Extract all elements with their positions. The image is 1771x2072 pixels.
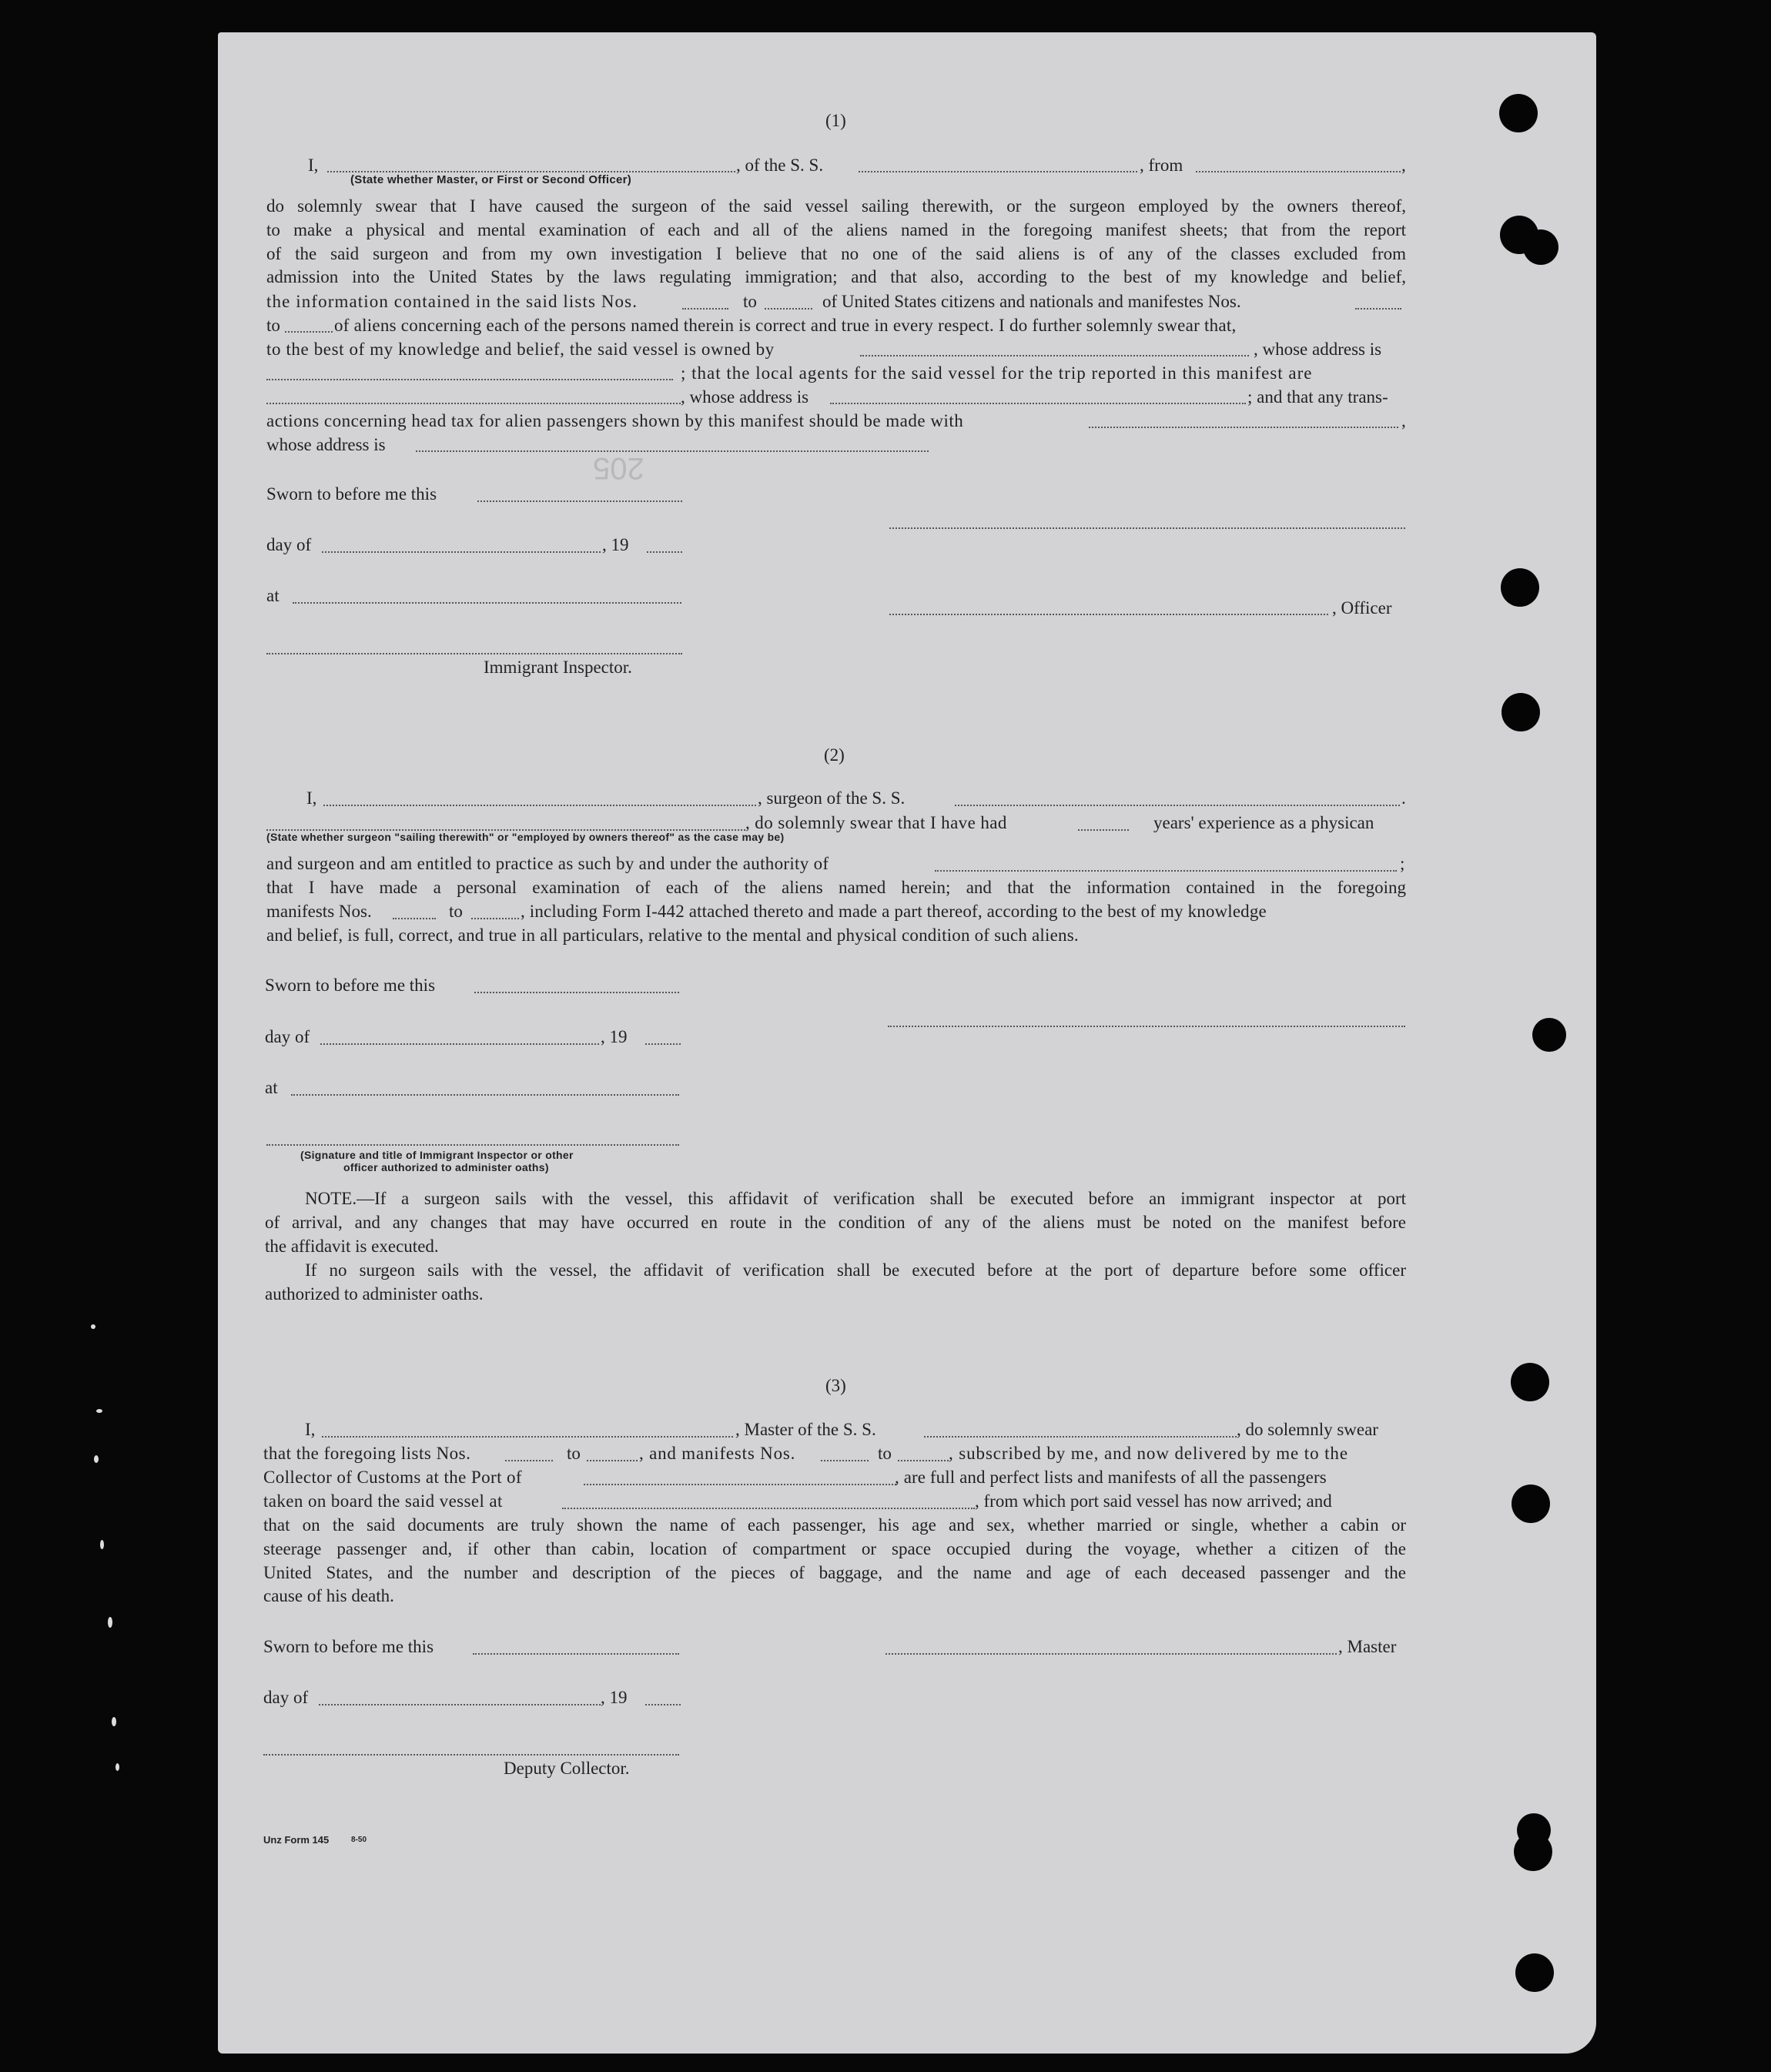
label: I, xyxy=(306,788,317,808)
label: , are full and perfect lists and manifests of all the passengers xyxy=(895,1468,1327,1487)
label: to xyxy=(449,902,463,921)
year-field[interactable] xyxy=(645,1704,681,1705)
form-code: 8-50 xyxy=(351,1836,367,1844)
sworn-day-field[interactable] xyxy=(477,500,682,502)
label: Sworn to before me this xyxy=(265,976,436,995)
label: to the best of my knowledge and belief, the said vessel is owned by xyxy=(266,340,775,359)
binder-hole xyxy=(1512,1485,1550,1523)
inspector-signature-field[interactable] xyxy=(266,1144,679,1146)
label: ; that the local agents for the said vessel for the trip reported in this manifest are xyxy=(681,363,1313,383)
note-paragraph: If no surgeon sails with the vessel, the affidavit of verification shall be executed before at the port of departure before some officer xyxy=(305,1260,1406,1280)
label: day of xyxy=(266,535,312,554)
label: Sworn to before me this xyxy=(263,1637,434,1656)
inspector-signature-field[interactable] xyxy=(266,653,682,654)
label: Collector of Customs at the Port of xyxy=(263,1468,522,1487)
lists-from-field[interactable] xyxy=(682,308,728,310)
label: day of xyxy=(263,1688,309,1707)
officer-name-field[interactable] xyxy=(889,614,1328,615)
lists-to-field[interactable] xyxy=(765,308,812,310)
surgeon-note: (State whether surgeon "sailing therewith" or "employed by owners thereof" as the case may be) xyxy=(266,831,785,843)
note-paragraph: NOTE.—If a surgeon sails with the vessel, this affidavit of verification shall be executed before an immigrant inspector at port xyxy=(305,1189,1406,1208)
label: , 19 xyxy=(602,535,629,554)
surgeon-ship-field[interactable] xyxy=(955,805,1400,806)
master-name-field[interactable] xyxy=(322,1436,733,1438)
surgeon-name-field[interactable] xyxy=(323,805,756,806)
label: to xyxy=(878,1444,892,1463)
officer-signature-field[interactable] xyxy=(889,527,1405,529)
binder-hole xyxy=(1499,94,1538,132)
head-tax-contact-field[interactable] xyxy=(1089,427,1398,428)
label: manifests Nos. xyxy=(266,902,372,921)
label: , from xyxy=(1140,156,1183,175)
label: , whose address is xyxy=(1254,340,1382,359)
sworn-day-field[interactable] xyxy=(473,1653,679,1655)
label: to xyxy=(567,1444,581,1463)
section-3-paragraph: that on the said documents are truly shown the name of each passenger, his age and sex, whether married or single, whether a cabin or steerage passenger and, if other than cabin, location of compartment or space occupied during the voyage, whether a citizen of the United States, and the number and description of the pieces of baggage, and the name and age of each deceased passenger and the cause of his death. xyxy=(263,1515,1406,1606)
label: , subscribed by me, and now delivered by me to the xyxy=(949,1444,1348,1463)
label: the information contained in the said lists Nos. xyxy=(266,292,638,311)
label: to xyxy=(743,292,757,311)
label: at xyxy=(265,1078,278,1097)
label: , and manifests Nos. xyxy=(639,1444,796,1463)
stamp-number: 205 xyxy=(593,451,644,485)
manifests-to-field[interactable] xyxy=(285,331,333,333)
label: and belief, is full, correct, and true in all particulars, relative to the mental and physical condition of such aliens. xyxy=(266,926,1079,945)
manifests-from-field[interactable] xyxy=(1355,308,1401,310)
form-id: Unz Form 145 xyxy=(263,1834,330,1846)
label: ; and that any trans- xyxy=(1247,387,1388,407)
label: and surgeon and am entitled to practice as such by and under the authority of xyxy=(266,854,829,873)
binder-hole xyxy=(1515,1953,1554,1992)
label: , Master of the S. S. xyxy=(735,1420,876,1439)
years-experience-field[interactable] xyxy=(1078,829,1129,831)
surgeon-signature-field[interactable] xyxy=(888,1026,1405,1027)
section-1-number: (1) xyxy=(825,111,846,130)
binder-hole xyxy=(1502,693,1540,731)
label: Immigrant Inspector. xyxy=(484,658,632,677)
label: , surgeon of the S. S. xyxy=(758,788,906,808)
label: to xyxy=(266,316,280,335)
master-signature-field[interactable] xyxy=(886,1653,1337,1655)
signature-note: officer authorized to administer oaths) xyxy=(343,1161,549,1173)
port-field[interactable] xyxy=(584,1484,896,1485)
at-field[interactable] xyxy=(293,602,681,604)
label: day of xyxy=(265,1027,310,1046)
section-3-number: (3) xyxy=(825,1376,846,1395)
boarding-port-field[interactable] xyxy=(562,1508,975,1509)
label: taken on board the said vessel at xyxy=(263,1491,503,1511)
head-tax-address-field[interactable] xyxy=(416,450,929,452)
label: . xyxy=(1401,788,1406,808)
year-field[interactable] xyxy=(645,1043,681,1045)
label: , Master xyxy=(1338,1637,1397,1656)
signature-note: (Signature and title of Immigrant Inspector or other xyxy=(300,1149,574,1161)
label: at xyxy=(266,586,280,605)
manifests-from-field[interactable] xyxy=(821,1460,869,1461)
lists-to-field[interactable] xyxy=(587,1460,638,1461)
authority-field[interactable] xyxy=(935,870,1397,872)
label: of United States citizens and nationals and manifestes Nos. xyxy=(822,292,1241,311)
label: , Officer xyxy=(1332,598,1392,618)
label: Deputy Collector. xyxy=(504,1759,630,1778)
label: I, xyxy=(305,1420,316,1439)
label: I, xyxy=(308,156,319,175)
label: , do solemnly swear that I have had xyxy=(745,813,1007,832)
label: , do solemnly swear xyxy=(1237,1420,1378,1439)
label: , xyxy=(1401,411,1406,430)
label: , whose address is xyxy=(681,387,809,407)
label: years' experience as a physican xyxy=(1153,813,1374,832)
master-ship-field[interactable] xyxy=(924,1436,1237,1438)
section-1-paragraph: do solemnly swear that I have caused the surgeon of the said vessel sailing therewith, or the surgeon employed by the owners thereof, to make a physical and mental examination of each and all of the aliens named in the foregoing manifest sheets; that from the report of the said surgeon and from my own investigation I believe that no one of the said aliens is of any of the classes excluded from admission into the United States by the laws regulating immigration; and that also, according to the best of my knowledge and belief, xyxy=(266,196,1406,287)
label: , xyxy=(1401,156,1406,175)
label: authorized to administer oaths. xyxy=(265,1284,484,1304)
day-of-field[interactable] xyxy=(320,1043,599,1045)
note-paragraph: of arrival, and any changes that may have occurred en route in the condition of any of the aliens must be noted on the manifest before the affidavit is executed. xyxy=(265,1213,1406,1256)
label: that the foregoing lists Nos. xyxy=(263,1444,471,1463)
label: whose address is xyxy=(266,435,386,454)
binder-hole xyxy=(1523,229,1558,265)
label: , of the S. S. xyxy=(736,156,824,175)
binder-hole xyxy=(1511,1363,1549,1401)
agents-address-field[interactable] xyxy=(830,403,1246,404)
label: , 19 xyxy=(601,1027,628,1046)
manifests-from-field[interactable] xyxy=(393,918,436,919)
binder-hole xyxy=(1532,1018,1566,1052)
label: , 19 xyxy=(601,1688,628,1707)
from-port-field[interactable] xyxy=(1196,171,1401,172)
deputy-signature-field[interactable] xyxy=(263,1754,679,1756)
section-2-number: (2) xyxy=(824,745,845,765)
at-field[interactable] xyxy=(291,1094,679,1096)
day-of-field[interactable] xyxy=(322,551,601,553)
officer-title-field[interactable] xyxy=(327,171,735,172)
manifests-to-field[interactable] xyxy=(471,918,519,919)
binder-hole xyxy=(1501,568,1539,607)
lists-from-field[interactable] xyxy=(505,1460,553,1461)
label: Sworn to before me this xyxy=(266,484,437,504)
binder-hole xyxy=(1514,1833,1552,1871)
section-2-paragraph: that I have made a personal examination of each of the aliens named herein; and that the information contained in the foregoing xyxy=(266,878,1406,897)
label: , including Form I-442 attached thereto and made a part thereof, according to the best of my knowledge xyxy=(521,902,1267,921)
label: actions concerning head tax for alien passengers shown by this manifest should be made with xyxy=(266,411,964,430)
sworn-day-field[interactable] xyxy=(474,992,679,993)
label: of aliens concerning each of the persons named therein is correct and true in every respect. I do further solemnly swear that, xyxy=(334,316,1237,335)
label: , from which port said vessel has now arrived; and xyxy=(975,1491,1332,1511)
local-agents-field[interactable] xyxy=(266,403,681,404)
label: ; xyxy=(1400,854,1405,873)
owner-field[interactable] xyxy=(860,355,1249,356)
day-of-field[interactable] xyxy=(319,1704,601,1705)
officer-note: (State whether Master, or First or Second Officer) xyxy=(350,173,632,186)
ship-name-field[interactable] xyxy=(859,171,1137,172)
owner-address-field[interactable] xyxy=(266,379,673,380)
manifests-to-field[interactable] xyxy=(898,1460,949,1461)
year-field[interactable] xyxy=(647,551,682,553)
